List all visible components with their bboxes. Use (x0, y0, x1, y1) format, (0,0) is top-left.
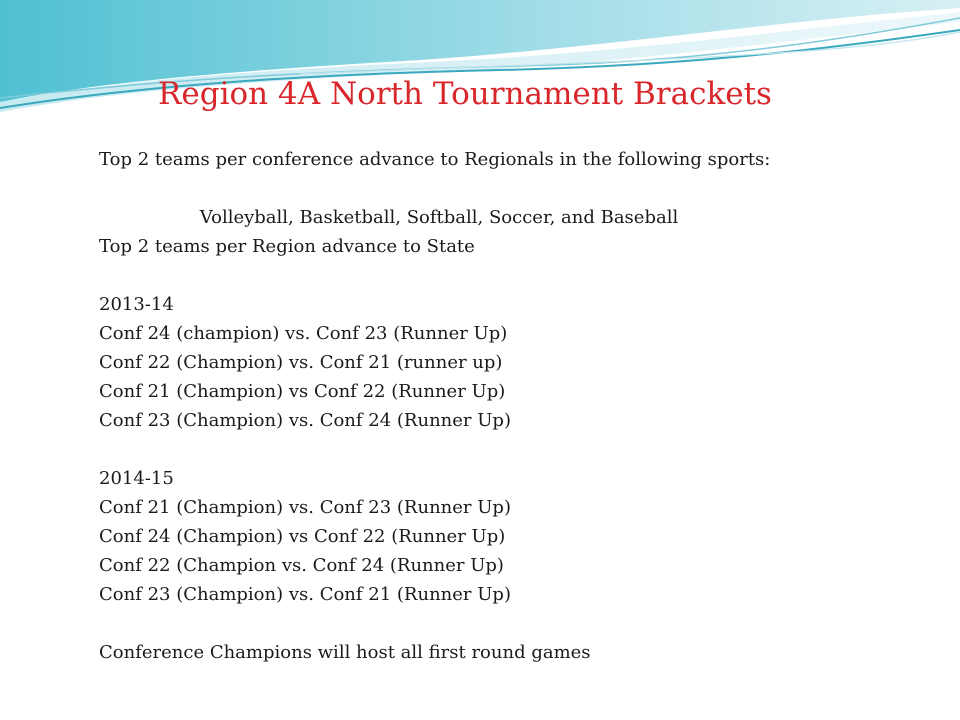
matchup-line: Conf 22 (Champion) vs. Conf 21 (runner up) (99, 352, 503, 373)
season-year-2014: 2014-15 (99, 468, 174, 489)
matchup-line: Conf 21 (Champion) vs. Conf 23 (Runner Up) (99, 497, 511, 518)
slide-body (99, 145, 779, 667)
season-year-2013: 2013-14 (99, 294, 174, 315)
matchup-line: Conf 22 (Champion vs. Conf 24 (Runner Up) (99, 555, 504, 576)
footer-note: Conference Champions will host all first round games (99, 642, 591, 663)
intro-line-state: Top 2 teams per Region advance to State (99, 236, 475, 257)
slide-title: Region 4A North Tournament Brackets (158, 76, 772, 112)
matchup-line: Conf 24 (champion) vs. Conf 23 (Runner Up) (99, 323, 508, 344)
intro-line-regionals: Top 2 teams per conference advance to Regionals in the following sports: (99, 149, 771, 170)
matchup-line: Conf 21 (Champion) vs Conf 22 (Runner Up) (99, 381, 506, 402)
matchup-line: Conf 23 (Champion) vs. Conf 24 (Runner Up) (99, 410, 511, 431)
sports-list: Volleyball, Basketball, Softball, Soccer, and Baseball (199, 207, 679, 228)
matchup-line: Conf 24 (Champion) vs Conf 22 (Runner Up) (99, 526, 506, 547)
matchup-line: Conf 23 (Champion) vs. Conf 21 (Runner Up) (99, 584, 511, 605)
